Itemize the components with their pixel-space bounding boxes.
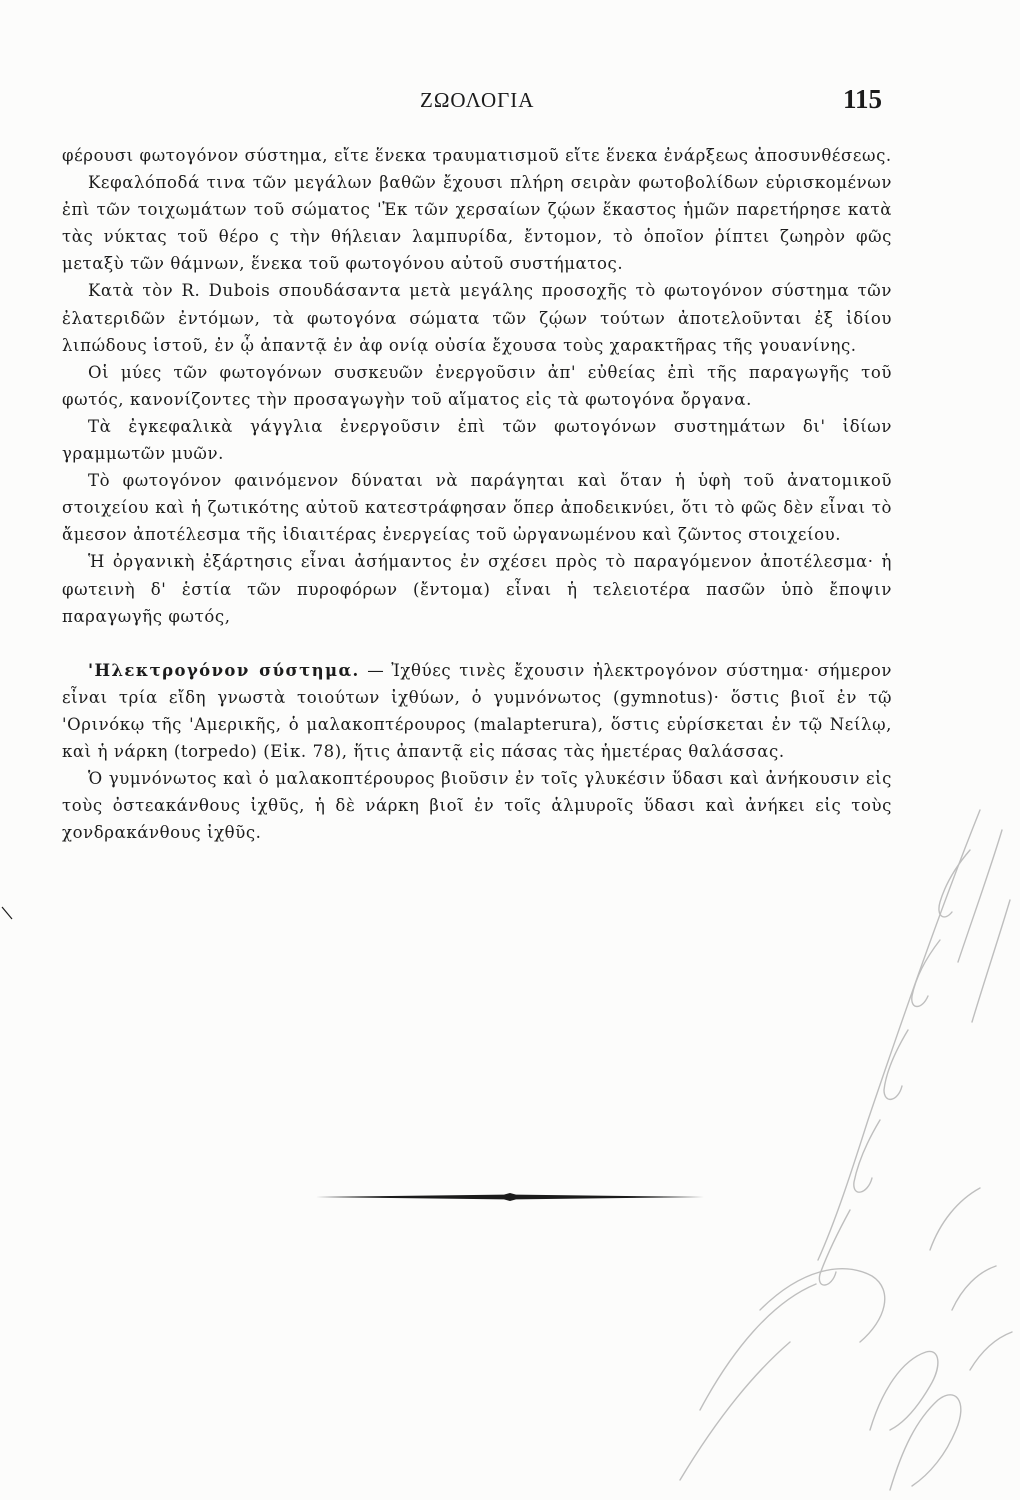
running-head [0, 84, 1020, 118]
paragraph: Ὁ γυμνόνωτος καὶ ὁ μαλακοπτέρουρος βιοῦσιν ἐν τοῖς γλυκέσιν ὕδασι καὶ ἀνήκουσιν εἰς τοὺς ὀστεακάνθους ἰχθῦς, ἡ δὲ νάρκη βιοῖ ἐν τοῖς ἁλμυροῖς ὕδασι καὶ ἀνήκει εἰς τοὺς χονδρακάνθους ἰχθῦς. [62, 769, 892, 843]
paragraph: Οἱ μύες τῶν φωτογόνων συσκευῶν ἐνεργοῦσιν ἀπ' εὐθείας ἐπὶ τῆς παραγωγῆς τοῦ φωτός, κανονίζοντες τὴν προσαγωγὴν τοῦ αἵματος εἰς τὰ φωτογόνα ὄργανα. [62, 362, 892, 409]
pencil-signature-drawing [640, 790, 1020, 1500]
section-heading: 'Ηλεκτρογόνον σύστημα. [88, 660, 360, 680]
em-dash: — [359, 660, 392, 680]
paragraph: φέρουσι φωτογόνον σύστημα, εἴτε ἕνεκα τραυματισμοῦ εἴτε ἕνεκα ἐνάρξεως ἀποσυνθέσεως. [62, 146, 892, 165]
paragraph: Κεφαλόποδά τινα τῶν μεγάλων βαθῶν ἔχουσι πλήρη σειρὰν φωτοβολίδων εὑρισκομένων ἐπὶ τῶν τοιχωμάτων τοῦ σώματος 'Ἐκ τῶν χερσαίων ζῴων ἕκαστος ἡμῶν παρετήρησε κατὰ τὰς νύκτας τοῦ θέρο ς τὴν θήλειαν λαμπυρίδα, ἔντομον, τὸ ὁποῖον ῥίπτει ζωηρὸν φῶς μεταξὺ τῶν θάμνων, ἕνεκα τοῦ φωτογόνου αὐτοῦ συστήματος. [62, 173, 892, 274]
paragraph: Τὸ φωτογόνον φαινόμενον δύναται νὰ παράγηται καὶ ὅταν ἡ ὑφὴ τοῦ ἀνατομικοῦ στοιχείου καὶ ἡ ζωτικότης αὐτοῦ κατεστράφησαν ὅπερ ἀποδεικνύει, ὅτι τὸ φῶς δὲν εἶναι τὸ ἄμεσον ἀποτέλεσμα τῆς ἰδιαιτέρας ἐνεργείας τοῦ ὠργανωμένου καὶ ζῶντος στοιχείου. [62, 471, 892, 545]
running-title: ΖΩΟΛΟΓΙΑ [420, 88, 535, 112]
section-text: Ἰχθύες τινὲς ἔχουσιν ἠλεκτρογόνον σύστημα· σήμερον εἶναι τρία εἴδη γνωστὰ τοιούτων ἰχθύων, ὁ γυμνόνωτος (gymnotus)· ὅστις βιοῖ ἐν τῷ 'Ορινόκῳ τῆς 'Αμερικῆς, ὁ μαλακοπτέρουρος (malapterura), ὅστις εὑρίσκεται ἐν τῷ Νείλῳ, καὶ ἡ νάρκη (torpedo) (Εἰκ. 78), ἥτις ἀπαντᾷ εἰς πάσας τὰς ἡμετέρας θαλάσσας. [62, 660, 892, 761]
margin-mark [0, 905, 14, 921]
paragraph: Τὰ ἐγκεφαλικὰ γάγγλια ἐνεργοῦσιν ἐπὶ τῶν φωτογόνων συστημάτων δι' ἰδίων γραμμωτῶν μυῶν. [62, 416, 892, 464]
page-number: 115 [843, 84, 883, 114]
section-paragraph [62, 657, 892, 765]
paragraph: Κατὰ τὸν R. Dubois σπουδάσαντα μετὰ μεγάλης προσοχῆς τὸ φωτογόνον σύστημα τῶν ἐλατεριδῶν ἐντόμων, τὰ φωτογόνα σώματα τῶν ζῴων τούτων ἀποτελοῦνται ἐξ ἰδίου λιπώδους ἱστοῦ, ἐν ᾧ ἀπαντᾷ ἐν ἀφ ονίᾳ οὐσία ἔχουσα τοὺς χαρακτῆρας τῆς γουανίνης. [62, 281, 892, 355]
body-text [62, 142, 892, 846]
paragraph: Ἡ ὀργανικὴ ἐξάρτησις εἶναι ἀσήμαντος ἐν σχέσει πρὸς τὸ παραγόμενον ἀποτέλεσμα· ἡ φωτεινὴ δ' ἑστία τῶν πυροφόρων (ἔντομα) εἶναι ἡ τελειοτέρα πασῶν ὑπὸ ἔποψιν παραγωγῆς φωτός, [62, 552, 892, 626]
